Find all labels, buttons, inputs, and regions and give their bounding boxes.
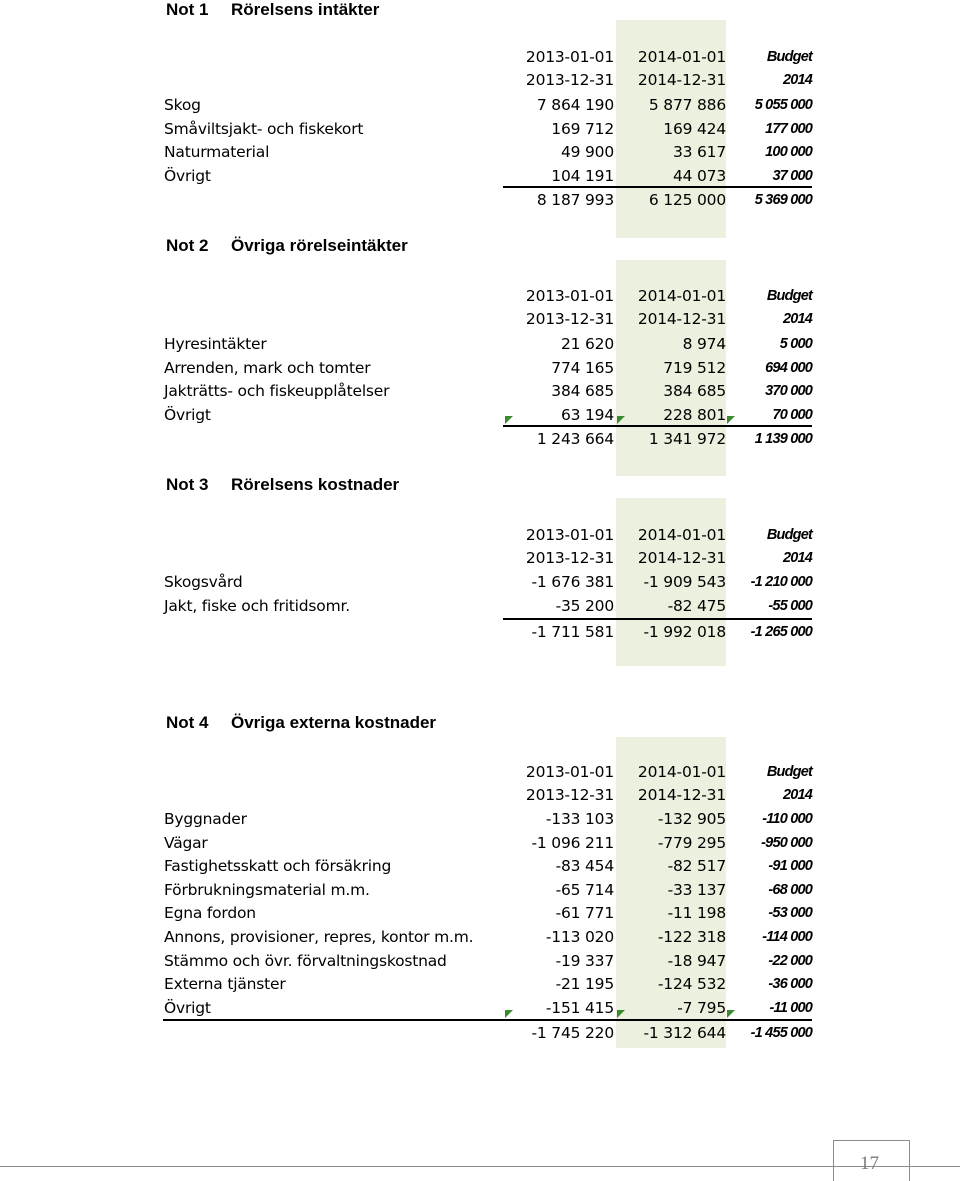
total-2014: -1 992 018 [643,623,726,641]
total-budget: -1 455 000 [750,1025,812,1041]
value-2014: 33 617 [672,143,726,162]
comment-marker-icon [617,1010,625,1018]
note-title-text: Rörelsens intäkter [231,0,380,19]
value-2014: -11 198 [667,904,726,923]
value-2014: -18 947 [667,951,726,970]
row-label: Jakt, fiske och fritidsomr. [164,596,350,615]
note-heading [166,236,408,256]
value-budget: -91 000 [768,858,812,875]
value-2013: 63 194 [560,405,614,424]
value-2014: -82 475 [667,596,726,615]
value-2013: 384 685 [551,382,614,401]
header-period-2014: 2014-12-31 [637,310,726,328]
header-budget: 2014 [782,550,812,566]
total-budget: 5 369 000 [754,192,812,208]
row-label: Skogsvård [164,573,243,591]
value-2014: -122 318 [657,928,726,946]
header-budget: 2014 [782,311,812,327]
value-2013: -151 415 [545,998,614,1017]
header-period-2013: 2013-01-01 [525,48,614,66]
header-period-2014: 2014-01-01 [637,48,726,66]
row-label: Jakträtts- och fiskeupplåtelser [164,382,390,401]
row-label: Övrigt [164,166,211,185]
header-period-2013: 2013-12-31 [525,310,614,328]
value-budget: -22 000 [768,952,812,969]
table-row [0,832,960,855]
value-2013: -133 103 [545,810,614,828]
value-budget: 177 000 [765,120,812,137]
table-row [0,571,960,594]
value-2014: -82 517 [667,857,726,876]
footer-rule [0,1166,960,1167]
header-period-2013: 2013-01-01 [525,287,614,305]
value-2013: -1 676 381 [531,573,614,591]
note-title-text: Övriga rörelseintäkter [231,236,408,255]
header-period-2014: 2014-12-31 [637,549,726,567]
value-2013: -61 771 [555,904,614,923]
total-rule [503,618,812,620]
header-period-2014: 2014-01-01 [637,763,726,781]
value-2014: 8 974 [682,335,726,353]
total-2014: 1 341 972 [648,430,726,448]
value-2013: -21 195 [555,975,614,994]
comment-marker-icon [727,416,735,424]
table-row [0,141,960,164]
column-header-row [0,784,960,807]
header-budget: 2014 [782,72,812,88]
value-2013: 21 620 [560,335,614,353]
note-title-text: Rörelsens kostnader [231,475,400,494]
header-period-2013: 2013-12-31 [525,549,614,567]
column-header-row [0,46,960,69]
header-period-2013: 2013-12-31 [525,71,614,89]
value-2013: -83 454 [555,857,614,876]
value-2014: -124 532 [657,975,726,994]
total-budget: 1 139 000 [754,431,812,447]
value-budget: 694 000 [765,359,812,376]
column-header-row [0,308,960,331]
total-row [0,1022,960,1045]
column-header-row [0,524,960,547]
value-2014: 228 801 [663,405,726,424]
row-label: Annons, provisioner, repres, kontor m.m. [164,928,474,946]
row-label: Stämmo och övr. förvaltningskostnad [164,951,447,970]
header-budget: 2014 [782,787,812,803]
column-header-row [0,547,960,570]
total-2014: 6 125 000 [648,191,726,209]
row-label: Övrigt [164,998,211,1017]
header-period-2014: 2014-01-01 [637,287,726,305]
value-budget: 37 000 [772,167,812,184]
total-rule [163,1019,812,1021]
value-budget: 5 000 [779,336,812,352]
value-2014: -132 905 [657,810,726,828]
value-2014: 384 685 [663,382,726,401]
note-heading [166,0,379,20]
header-budget: Budget [766,288,812,304]
total-row [0,189,960,212]
table-row [0,950,960,973]
row-label: Byggnader [164,810,247,828]
value-2014: 169 424 [663,119,726,138]
value-2013: 49 900 [560,143,614,162]
value-budget: -11 000 [769,999,812,1016]
total-rule [503,186,812,188]
value-2013: 7 864 190 [536,96,614,114]
row-label: Externa tjänster [164,975,286,994]
row-label: Förbrukningsmaterial m.m. [164,880,370,899]
value-budget: -53 000 [768,905,812,922]
value-budget: 370 000 [765,383,812,400]
value-budget: 5 055 000 [754,97,812,113]
value-budget: -110 000 [762,811,812,827]
header-period-2013: 2013-01-01 [525,526,614,544]
value-budget: -68 000 [768,881,812,898]
header-budget: Budget [766,764,812,780]
header-period-2014: 2014-12-31 [637,786,726,804]
value-budget: -114 000 [762,929,812,945]
table-row [0,118,960,141]
value-2013: -65 714 [555,880,614,899]
table-row [0,380,960,403]
header-period-2013: 2013-01-01 [525,763,614,781]
table-row [0,404,960,427]
table-row [0,94,960,117]
value-2014: -779 295 [657,833,726,852]
value-2014: 5 877 886 [648,96,726,114]
value-2013: -35 200 [555,596,614,615]
table-row [0,165,960,188]
table-row [0,808,960,831]
header-period-2013: 2013-12-31 [525,786,614,804]
header-period-2014: 2014-12-31 [637,71,726,89]
note-number: Not 4 [166,713,209,732]
note-heading [166,713,436,733]
note-number: Not 2 [166,236,209,255]
total-2013: -1 711 581 [531,623,614,641]
note-title-text: Övriga externa kostnader [231,713,437,732]
value-budget: -55 000 [768,597,812,614]
value-budget: -1 210 000 [750,574,812,590]
value-2013: -19 337 [555,951,614,970]
total-row [0,621,960,644]
table-row [0,333,960,356]
value-2013: -1 096 211 [531,833,614,852]
value-2013: 104 191 [551,166,614,185]
row-label: Övrigt [164,405,211,424]
row-label: Vägar [164,833,208,852]
row-label: Skog [164,96,201,114]
page-number: 17 [860,1153,879,1174]
value-budget: 70 000 [772,406,812,423]
value-2014: -1 909 543 [643,573,726,591]
table-row [0,357,960,380]
row-label: Naturmaterial [164,143,270,162]
comment-marker-icon [505,416,513,424]
column-header-row [0,69,960,92]
row-label: Egna fordon [164,904,256,923]
header-period-2014: 2014-01-01 [637,526,726,544]
table-row [0,855,960,878]
column-header-row [0,285,960,308]
value-2014: -33 137 [667,880,726,899]
table-row [0,902,960,925]
table-row [0,926,960,949]
value-2014: 719 512 [663,358,726,377]
table-row [0,595,960,618]
value-2013: 774 165 [551,358,614,377]
column-header-row [0,761,960,784]
row-label: Arrenden, mark och tomter [164,358,371,377]
value-budget: 100 000 [765,144,812,161]
comment-marker-icon [505,1010,513,1018]
value-budget: -36 000 [768,976,812,993]
comment-marker-icon [727,1010,735,1018]
value-2013: -113 020 [545,928,614,946]
row-label: Fastighetsskatt och försäkring [164,857,392,876]
row-label: Småviltsjakt- och fiskekort [164,119,364,138]
row-label: Hyresintäkter [164,335,267,353]
value-2014: 44 073 [672,166,726,185]
note-heading [166,475,399,495]
total-2014: -1 312 644 [643,1024,726,1042]
total-rule [503,425,812,427]
header-budget: Budget [766,527,812,543]
value-budget: -950 000 [761,834,812,851]
comment-marker-icon [617,416,625,424]
value-2014: -7 795 [677,998,726,1017]
total-row [0,428,960,451]
total-budget: -1 265 000 [750,624,812,640]
table-row [0,997,960,1020]
table-row [0,879,960,902]
total-2013: -1 745 220 [531,1024,614,1042]
note-number: Not 1 [166,0,209,19]
header-budget: Budget [766,49,812,65]
value-2013: 169 712 [551,119,614,138]
note-number: Not 3 [166,475,209,494]
total-2013: 1 243 664 [536,430,614,448]
total-2013: 8 187 993 [536,191,614,209]
table-row [0,973,960,996]
